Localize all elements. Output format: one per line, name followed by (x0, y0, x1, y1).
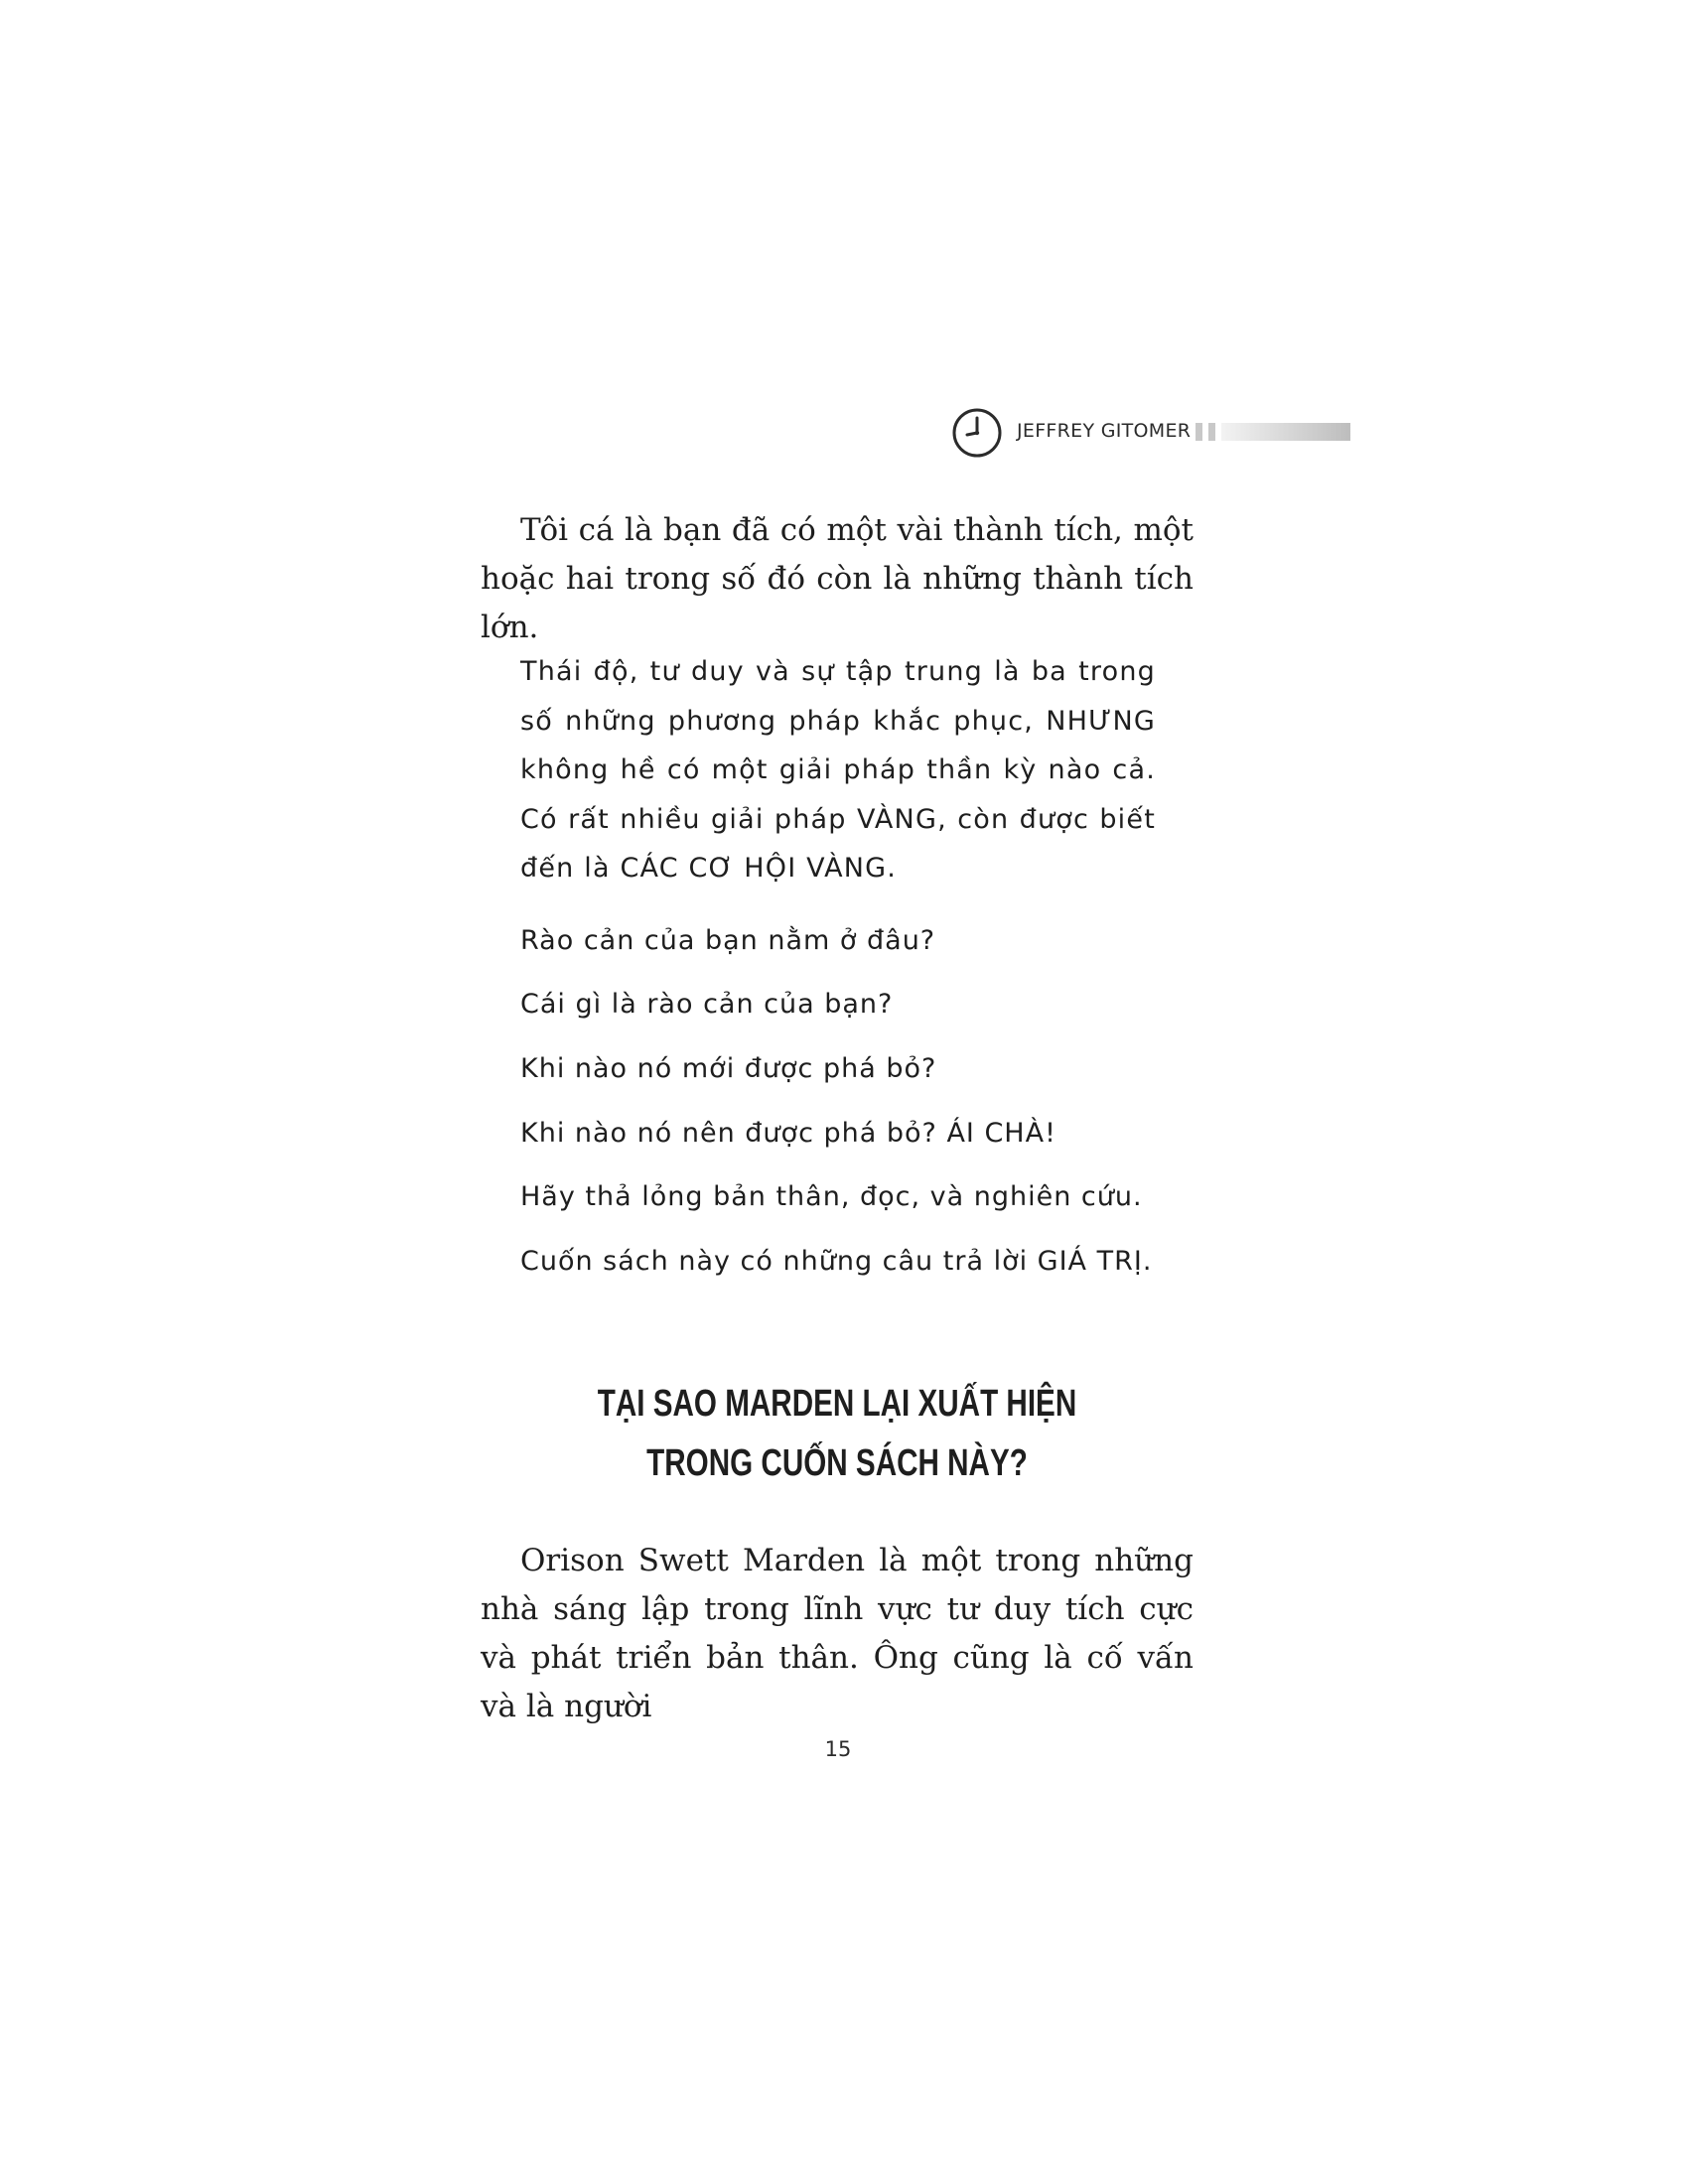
intro-paragraph: Tôi cá là bạn đã có một vài thành tích, một hoặc hai trong số đó còn là những thành tích lớn. (481, 512, 1194, 645)
section-body-paragraph: Orison Swett Marden là một trong những nhà sáng lập trong lĩnh vực tư duy tích cực và phát triển bản thân. Ông cũng là cố vấn và là người (481, 1543, 1194, 1724)
clock-icon (951, 407, 1003, 459)
question-line: Khi nào nó nên được phá bỏ? ÁI CHÀ! (520, 1118, 1056, 1149)
running-header (951, 407, 1348, 463)
header-author: JEFFREY GITOMER (1017, 420, 1192, 442)
question-line: Cái gì là rào cản của bạn? (520, 989, 894, 1020)
section-heading (559, 1374, 1115, 1493)
page-number: 15 (824, 1737, 852, 1761)
header-tick (1196, 423, 1202, 441)
question-line: Khi nào nó mới được phá bỏ? (520, 1053, 937, 1084)
header-decoration (1196, 423, 1350, 441)
callout-paragraph: Thái độ, tư duy và sự tập trung là ba trong số những phương pháp khắc phục, NHƯNG không hề có một giải pháp thần kỳ nào cả. Có rất nhiều giải pháp VÀNG, còn được biết đến là CÁC CƠ HỘI VÀNG. (520, 656, 1156, 884)
question-line: Hãy thả lỏng bản thân, đọc, và nghiên cứu. (520, 1181, 1143, 1212)
header-tick (1208, 423, 1215, 441)
header-gradient-bar (1221, 423, 1350, 441)
question-line: Rào cản của bạn nằm ở đâu? (520, 925, 936, 956)
section-heading-line1: TẠI SAO MARDEN LẠI XUẤT HIỆN (597, 1383, 1077, 1425)
question-line: Cuốn sách này có những câu trả lời GIÁ TRỊ. (520, 1246, 1153, 1277)
section-heading-line2: TRONG CUỐN SÁCH NÀY? (646, 1442, 1028, 1484)
